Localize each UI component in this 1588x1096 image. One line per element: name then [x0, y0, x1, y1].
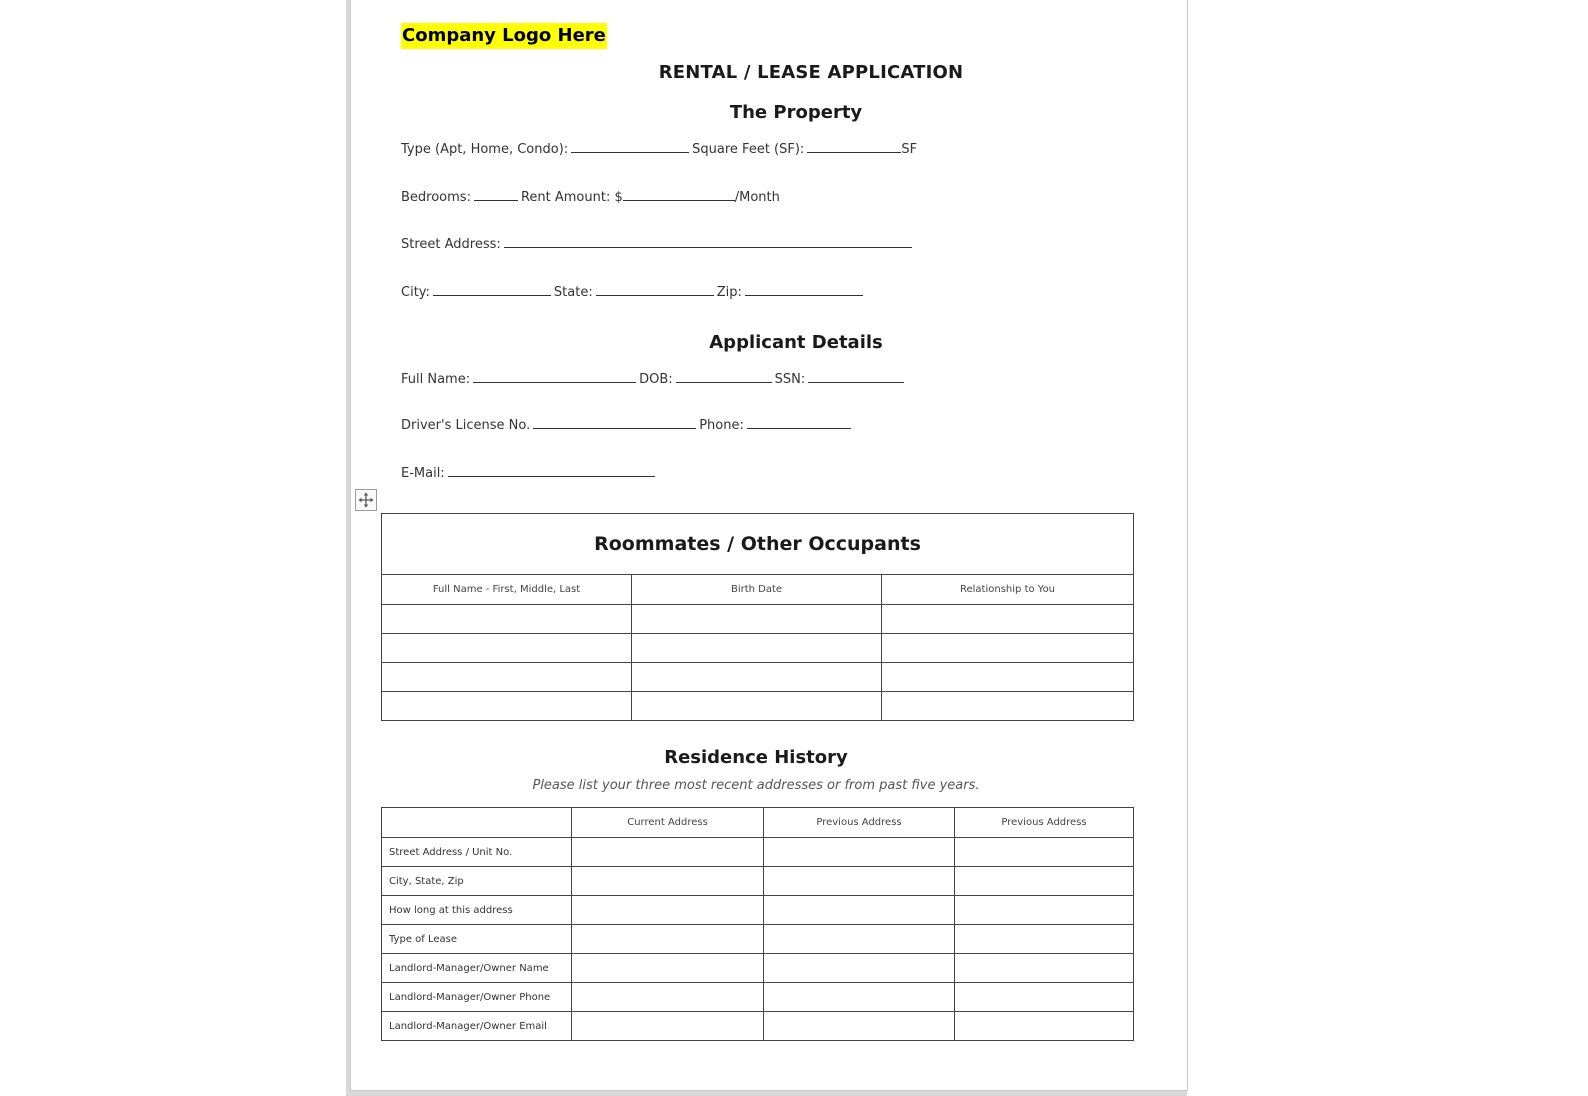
residence-cell[interactable]: [955, 838, 1134, 867]
bedrooms-field[interactable]: [474, 188, 518, 201]
bedrooms-label: Bedrooms:: [401, 190, 471, 205]
occupant-cell[interactable]: [632, 605, 882, 634]
company-logo-placeholder: Company Logo Here: [401, 23, 607, 49]
license-field[interactable]: [533, 416, 696, 429]
table-row: [382, 954, 1134, 983]
property-heading: The Property: [729, 102, 863, 123]
rent-label: Rent Amount: $: [520, 190, 623, 205]
property-type-row: [401, 140, 917, 157]
table-row: [382, 605, 1134, 634]
residence-cell[interactable]: [955, 867, 1134, 896]
residence-row-label: Landlord-Manager/Owner Email: [382, 1012, 572, 1041]
residence-cell[interactable]: [764, 983, 955, 1012]
dob-label: DOB:: [639, 372, 673, 387]
residence-cell[interactable]: [955, 954, 1134, 983]
occupant-cell[interactable]: [882, 692, 1134, 721]
residence-row-label: Landlord-Manager/Owner Name: [382, 954, 572, 983]
table-row: [382, 692, 1134, 721]
residence-header-row: [382, 808, 1134, 838]
residence-cell[interactable]: [572, 925, 764, 954]
city-label: City:: [401, 285, 430, 300]
residence-row-label: How long at this address: [382, 896, 572, 925]
occupant-cell[interactable]: [882, 605, 1134, 634]
occupant-cell[interactable]: [632, 634, 882, 663]
ssn-label: SSN:: [774, 372, 806, 387]
residence-cell[interactable]: [572, 896, 764, 925]
city-field[interactable]: [433, 283, 551, 296]
occupants-col-name: Full Name - First, Middle, Last: [382, 575, 632, 605]
state-field[interactable]: [596, 283, 714, 296]
residence-cell[interactable]: [764, 1012, 955, 1041]
table-row: [382, 663, 1134, 692]
residence-row-label: Street Address / Unit No.: [382, 838, 572, 867]
table-row: [382, 867, 1134, 896]
fullname-field[interactable]: [473, 370, 636, 383]
state-label: State:: [553, 285, 593, 300]
residence-cell[interactable]: [764, 896, 955, 925]
table-row: [382, 925, 1134, 954]
residence-cell[interactable]: [572, 838, 764, 867]
phone-label: Phone:: [699, 418, 744, 433]
residence-cell[interactable]: [955, 925, 1134, 954]
residence-cell[interactable]: [764, 867, 955, 896]
residence-row-label: City, State, Zip: [382, 867, 572, 896]
occupant-cell[interactable]: [632, 663, 882, 692]
dob-field[interactable]: [676, 370, 772, 383]
rent-suffix: /Month: [734, 190, 780, 205]
occupants-heading: Roommates / Other Occupants: [382, 514, 1134, 575]
type-field[interactable]: [571, 140, 689, 153]
city-state-zip-row: [401, 283, 866, 300]
sqft-suffix: SF: [901, 142, 918, 157]
email-row: [401, 464, 658, 481]
document-page: [350, 0, 1188, 1091]
occupants-table: [381, 513, 1134, 721]
zip-field[interactable]: [745, 283, 863, 296]
street-label: Street Address:: [401, 237, 501, 252]
occupants-col-birthdate: Birth Date: [632, 575, 882, 605]
residence-cell[interactable]: [764, 838, 955, 867]
table-row: [382, 983, 1134, 1012]
ssn-field[interactable]: [808, 370, 904, 383]
bedrooms-row: [401, 188, 780, 205]
table-move-handle[interactable]: [355, 489, 377, 511]
residence-col-previous-1: Previous Address: [764, 808, 955, 838]
occupant-cell[interactable]: [632, 692, 882, 721]
fullname-label: Full Name:: [401, 372, 471, 387]
move-arrows-icon: [358, 492, 374, 508]
zip-label: Zip:: [716, 285, 742, 300]
occupants-header-row: [382, 575, 1134, 605]
document-title: RENTAL / LEASE APPLICATION: [658, 62, 964, 83]
residence-heading: Residence History: [664, 747, 848, 768]
residence-col-current: Current Address: [572, 808, 764, 838]
residence-col-previous-2: Previous Address: [955, 808, 1134, 838]
occupant-cell[interactable]: [882, 634, 1134, 663]
occupant-cell[interactable]: [382, 663, 632, 692]
email-field[interactable]: [448, 464, 655, 477]
residence-cell[interactable]: [572, 954, 764, 983]
residence-table: [381, 807, 1134, 1041]
residence-cell[interactable]: [764, 954, 955, 983]
table-row: [382, 634, 1134, 663]
residence-row-label: Type of Lease: [382, 925, 572, 954]
residence-cell[interactable]: [572, 983, 764, 1012]
residence-cell[interactable]: [955, 983, 1134, 1012]
name-dob-ssn-row: [401, 370, 907, 387]
occupant-cell[interactable]: [382, 692, 632, 721]
email-label: E-Mail:: [401, 466, 445, 481]
street-field[interactable]: [504, 235, 912, 248]
residence-cell[interactable]: [955, 1012, 1134, 1041]
type-label: Type (Apt, Home, Condo):: [401, 142, 569, 157]
license-label: Driver's License No.: [401, 418, 531, 433]
residence-intro: Please list your three most recent addresses or from past five years.: [532, 778, 980, 793]
table-row: [382, 838, 1134, 867]
phone-field[interactable]: [747, 416, 851, 429]
table-row: [382, 896, 1134, 925]
street-row: [401, 235, 915, 252]
occupants-col-relationship: Relationship to You: [882, 575, 1134, 605]
residence-cell[interactable]: [764, 925, 955, 954]
sqft-label: Square Feet (SF):: [692, 142, 805, 157]
occupant-cell[interactable]: [382, 634, 632, 663]
sqft-field[interactable]: [807, 140, 901, 153]
table-row: [382, 1012, 1134, 1041]
residence-cell[interactable]: [955, 896, 1134, 925]
occupant-cell[interactable]: [882, 663, 1134, 692]
occupant-cell[interactable]: [382, 605, 632, 634]
residence-row-label: Landlord-Manager/Owner Phone: [382, 983, 572, 1012]
applicant-heading: Applicant Details: [709, 332, 883, 353]
rent-field[interactable]: [623, 188, 735, 201]
residence-cell[interactable]: [572, 1012, 764, 1041]
residence-cell[interactable]: [572, 867, 764, 896]
license-phone-row: [401, 416, 854, 433]
residence-col-blank: [382, 808, 572, 838]
